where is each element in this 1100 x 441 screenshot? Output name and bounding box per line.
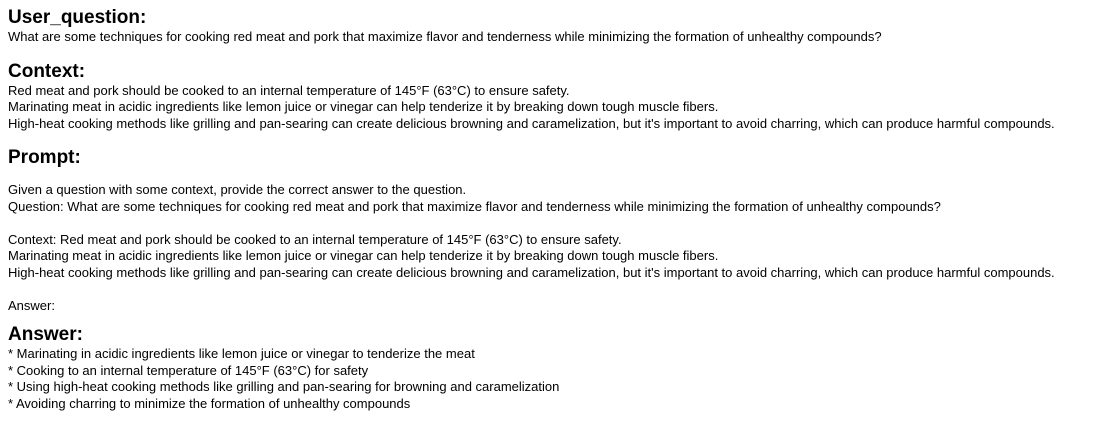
context-line: Marinating meat in acidic ingredients like lemon juice or vinegar can help tenderize it by breaking down tough muscle fibers. (8, 99, 719, 114)
prompt-heading: Prompt: (8, 147, 81, 168)
context-line: High-heat cooking methods like grilling and pan-searing can create delicious browning and caramelization, but it's important to avoid charring, which can produce harmful compounds. (8, 115, 1055, 131)
prompt-context-line: Marinating meat in acidic ingredients like lemon juice or vinegar can help tenderize it by breaking down tough muscle fibers. (8, 248, 719, 263)
answer-bullet: * Marinating in acidic ingredients like lemon juice or vinegar to tenderize the meat (8, 346, 475, 361)
answer-bullet: * Using high-heat cooking methods like grilling and pan-searing for browning and caramelization (8, 379, 560, 394)
prompt-section (8, 132, 1100, 314)
context-heading: Context: (8, 60, 86, 82)
user-question-text: What are some techniques for cooking red meat and pork that maximize flavor and tenderness while minimizing the formation of unhealthy compounds? (8, 29, 882, 44)
prompt-context-line: High-heat cooking methods like grilling and pan-searing can create delicious browning and caramelization, but it's important to avoid charring, which can produce harmful compounds. (8, 264, 1055, 280)
context-section (8, 46, 1100, 133)
blank-line (8, 215, 1100, 232)
answer-bullet: * Cooking to an internal temperature of 145°F (63°C) for safety (8, 362, 369, 378)
prompt-body (8, 169, 1100, 314)
answer-bullet: * Avoiding charring to minimize the formation of unhealthy compounds (8, 395, 411, 411)
user-question-section (8, 0, 1100, 46)
prompt-context-line: Context: Red meat and pork should be cooked to an internal temperature of 145°F (63°C) to ensure safety. (8, 231, 622, 247)
prompt-instruction: Given a question with some context, provide the correct answer to the question. (8, 182, 467, 197)
answer-heading: Answer: (8, 324, 83, 345)
prompt-answer-label: Answer: (8, 297, 55, 313)
answer-section (8, 314, 1100, 412)
user-question-heading: User_question: (8, 7, 147, 28)
context-line: Red meat and pork should be cooked to an internal temperature of 145°F (63°C) to ensure safety. (8, 82, 570, 98)
prompt-question: Question: What are some techniques for cooking red meat and pork that maximize flavor and tenderness while minimizing the formation of unhealthy compounds? (8, 198, 941, 214)
blank-line (8, 281, 1100, 298)
